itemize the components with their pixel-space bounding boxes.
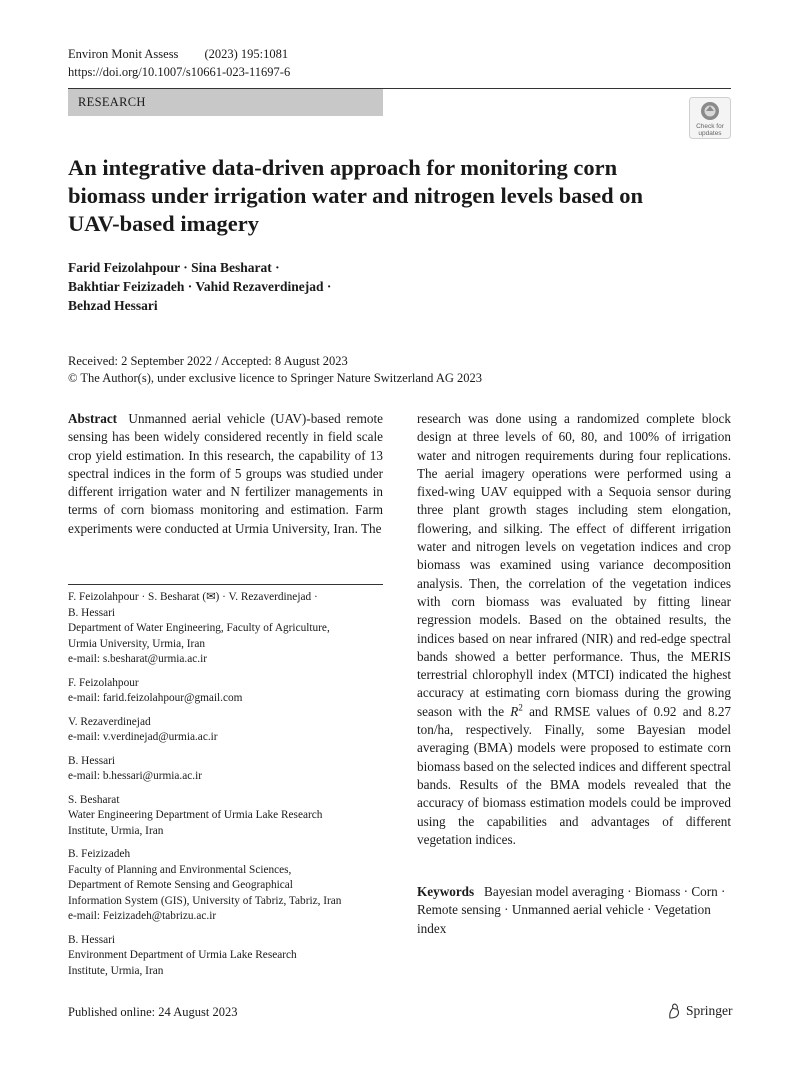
- affiliation-line: Environment Department of Urmia Lake Research: [68, 949, 297, 961]
- keywords-label: Keywords: [417, 884, 475, 899]
- affiliation-line: Department of Remote Sensing and Geographical: [68, 879, 293, 891]
- affiliation-line: Information System (GIS), University of Tabriz, Tabriz, Iran: [68, 894, 342, 907]
- author-line: Farid Feizolahpour · Sina Besharat ·: [68, 260, 280, 275]
- abstract-right-column: [417, 410, 731, 849]
- section-label: RESEARCH: [68, 89, 383, 116]
- abstract-text-part2b: and RMSE values of 0.92 and 8.27 ton/ha, respectively. Finally, some Bayesian model averaging (BMA) models were proposed to estimate corn biomass based on the selected indices and different spectral bands. Results of the BMA models revealed that the accuracy of biomass estimation models could be improved using the capabilities and advantages of different vegetation indices.: [417, 703, 732, 847]
- affiliation-email[interactable]: e-mail: s.besharat@urmia.ac.ir: [68, 653, 208, 665]
- affiliation-email[interactable]: e-mail: b.hessari@urmia.ac.ir: [68, 770, 202, 782]
- affiliation-email[interactable]: e-mail: v.verdinejad@urmia.ac.ir: [68, 731, 218, 743]
- author-line: Behzad Hessari: [68, 298, 158, 313]
- affiliation-line: F. Feizolahpour: [68, 676, 139, 689]
- affiliation-line: B. Hessari: [68, 754, 116, 767]
- doi-link[interactable]: https://doi.org/10.1007/s10661-023-11697-6: [68, 65, 291, 79]
- published-online: Published online: 24 August 2023: [68, 1005, 238, 1019]
- affiliation-line: Water Engineering Department of Urmia Lake Research: [68, 809, 323, 821]
- affiliations: [68, 590, 383, 987]
- affiliation-line: Institute, Urmia, Iran: [68, 964, 164, 977]
- abstract-text-part1: Unmanned aerial vehicle (UAV)-based remote sensing has been widely considered recently in field scale crop yield estimation. In this research, the capability of 13 spectral indices in the form of 5 groups was studied under different irrigation water and N fertilizer managements in terms of corn biomass monitoring and estimation. Farm experiments were conducted at Urmia University, Iran. The: [68, 411, 383, 536]
- r-squared-symbol: R: [510, 703, 519, 719]
- affiliation-line: B. Hessari: [68, 606, 116, 619]
- abstract-text-part2a: research was done using a randomized complete block design at three levels of 60, 80, and 100% of irrigation water and nitrogen requirements during four replications. The aerial imagery operations were performed using a fixed-wing UAV equipped with a Sequoia sensor during three plant growth stages including stem elongation, flowering, and silking. The effect of different irrigation water and nitrogen levels on vegetation indices and crop biomass was examined using variance decomposition analysis. Then, the correlation of the vegetation indices with corn biomass was evaluated by fitting linear regression models. Based on the obtained results, the indices based on near infrared (NIR) and red-edge spectral bands showed a better performance. Thus, the MERIS terrestrial chlorophyll index (MTCI) indicated the highest accuracy at estimating corn biomass during the growing season with the: [417, 411, 731, 719]
- affiliation-line: Department of Water Engineering, Faculty of Agriculture,: [68, 622, 330, 634]
- affiliation-line: Institute, Urmia, Iran: [68, 824, 164, 837]
- affiliation-line: F. Feizolahpour · S. Besharat (✉) · V. Rezaverdinejad ·: [68, 591, 318, 603]
- affiliation-block: [68, 847, 383, 925]
- author-list: [68, 258, 331, 315]
- affiliation-block: [68, 933, 383, 980]
- affiliation-block: [68, 590, 383, 668]
- copyright: © The Author(s), under exclusive licence to Springer Nature Switzerland AG 2023: [68, 371, 483, 385]
- badge-line2: updates: [698, 130, 722, 137]
- affiliation-email[interactable]: e-mail: farid.feizolahpour@gmail.com: [68, 692, 243, 704]
- affiliation-block: [68, 754, 383, 785]
- affiliation-email[interactable]: e-mail: Feizizadeh@tabrizu.ac.ir: [68, 910, 217, 922]
- springer-horse-icon: [667, 1003, 681, 1019]
- keywords-text: Bayesian model averaging · Biomass · Corn · Remote sensing · Unmanned aerial vehicle · Vegetation index: [417, 884, 726, 936]
- affiliation-line: Faculty of Planning and Environmental Sciences,: [68, 863, 292, 876]
- journal-name: Environ Monit Assess: [68, 47, 179, 61]
- affiliation-block: [68, 676, 383, 707]
- check-updates-icon: [689, 97, 731, 139]
- affiliation-line: B. Feizizadeh: [68, 848, 131, 860]
- affiliation-line: V. Rezaverdinejad: [68, 715, 151, 728]
- affiliation-block: [68, 793, 383, 840]
- keywords: [417, 883, 731, 938]
- journal-header: [68, 45, 290, 81]
- affiliation-line: S. Besharat: [68, 793, 120, 806]
- abstract-left-column: [68, 410, 383, 538]
- abstract-label: Abstract: [68, 411, 118, 426]
- received-accepted: Received: 2 September 2022 / Accepted: 8 August 2023: [68, 354, 348, 368]
- footnote-rule: [68, 584, 383, 585]
- citation: (2023) 195:1081: [204, 47, 289, 61]
- article-title: An integrative data-driven approach for monitoring corn biomass under irrigation water and nitrogen levels based on UAV-based imagery: [68, 155, 644, 236]
- r-squared-exponent: 2: [518, 702, 523, 713]
- article-dates: [68, 353, 482, 387]
- affiliation-block: [68, 715, 383, 746]
- check-for-updates-badge[interactable]: [689, 97, 731, 139]
- publisher-name: Springer: [686, 1003, 733, 1018]
- affiliation-line: Urmia University, Urmia, Iran: [68, 637, 205, 650]
- badge-line1: Check for: [696, 123, 724, 130]
- publisher-logo[interactable]: [667, 1003, 733, 1019]
- author-line: Bakhtiar Feizizadeh · Vahid Rezaverdinejad ·: [68, 279, 332, 294]
- affiliation-line: B. Hessari: [68, 933, 116, 946]
